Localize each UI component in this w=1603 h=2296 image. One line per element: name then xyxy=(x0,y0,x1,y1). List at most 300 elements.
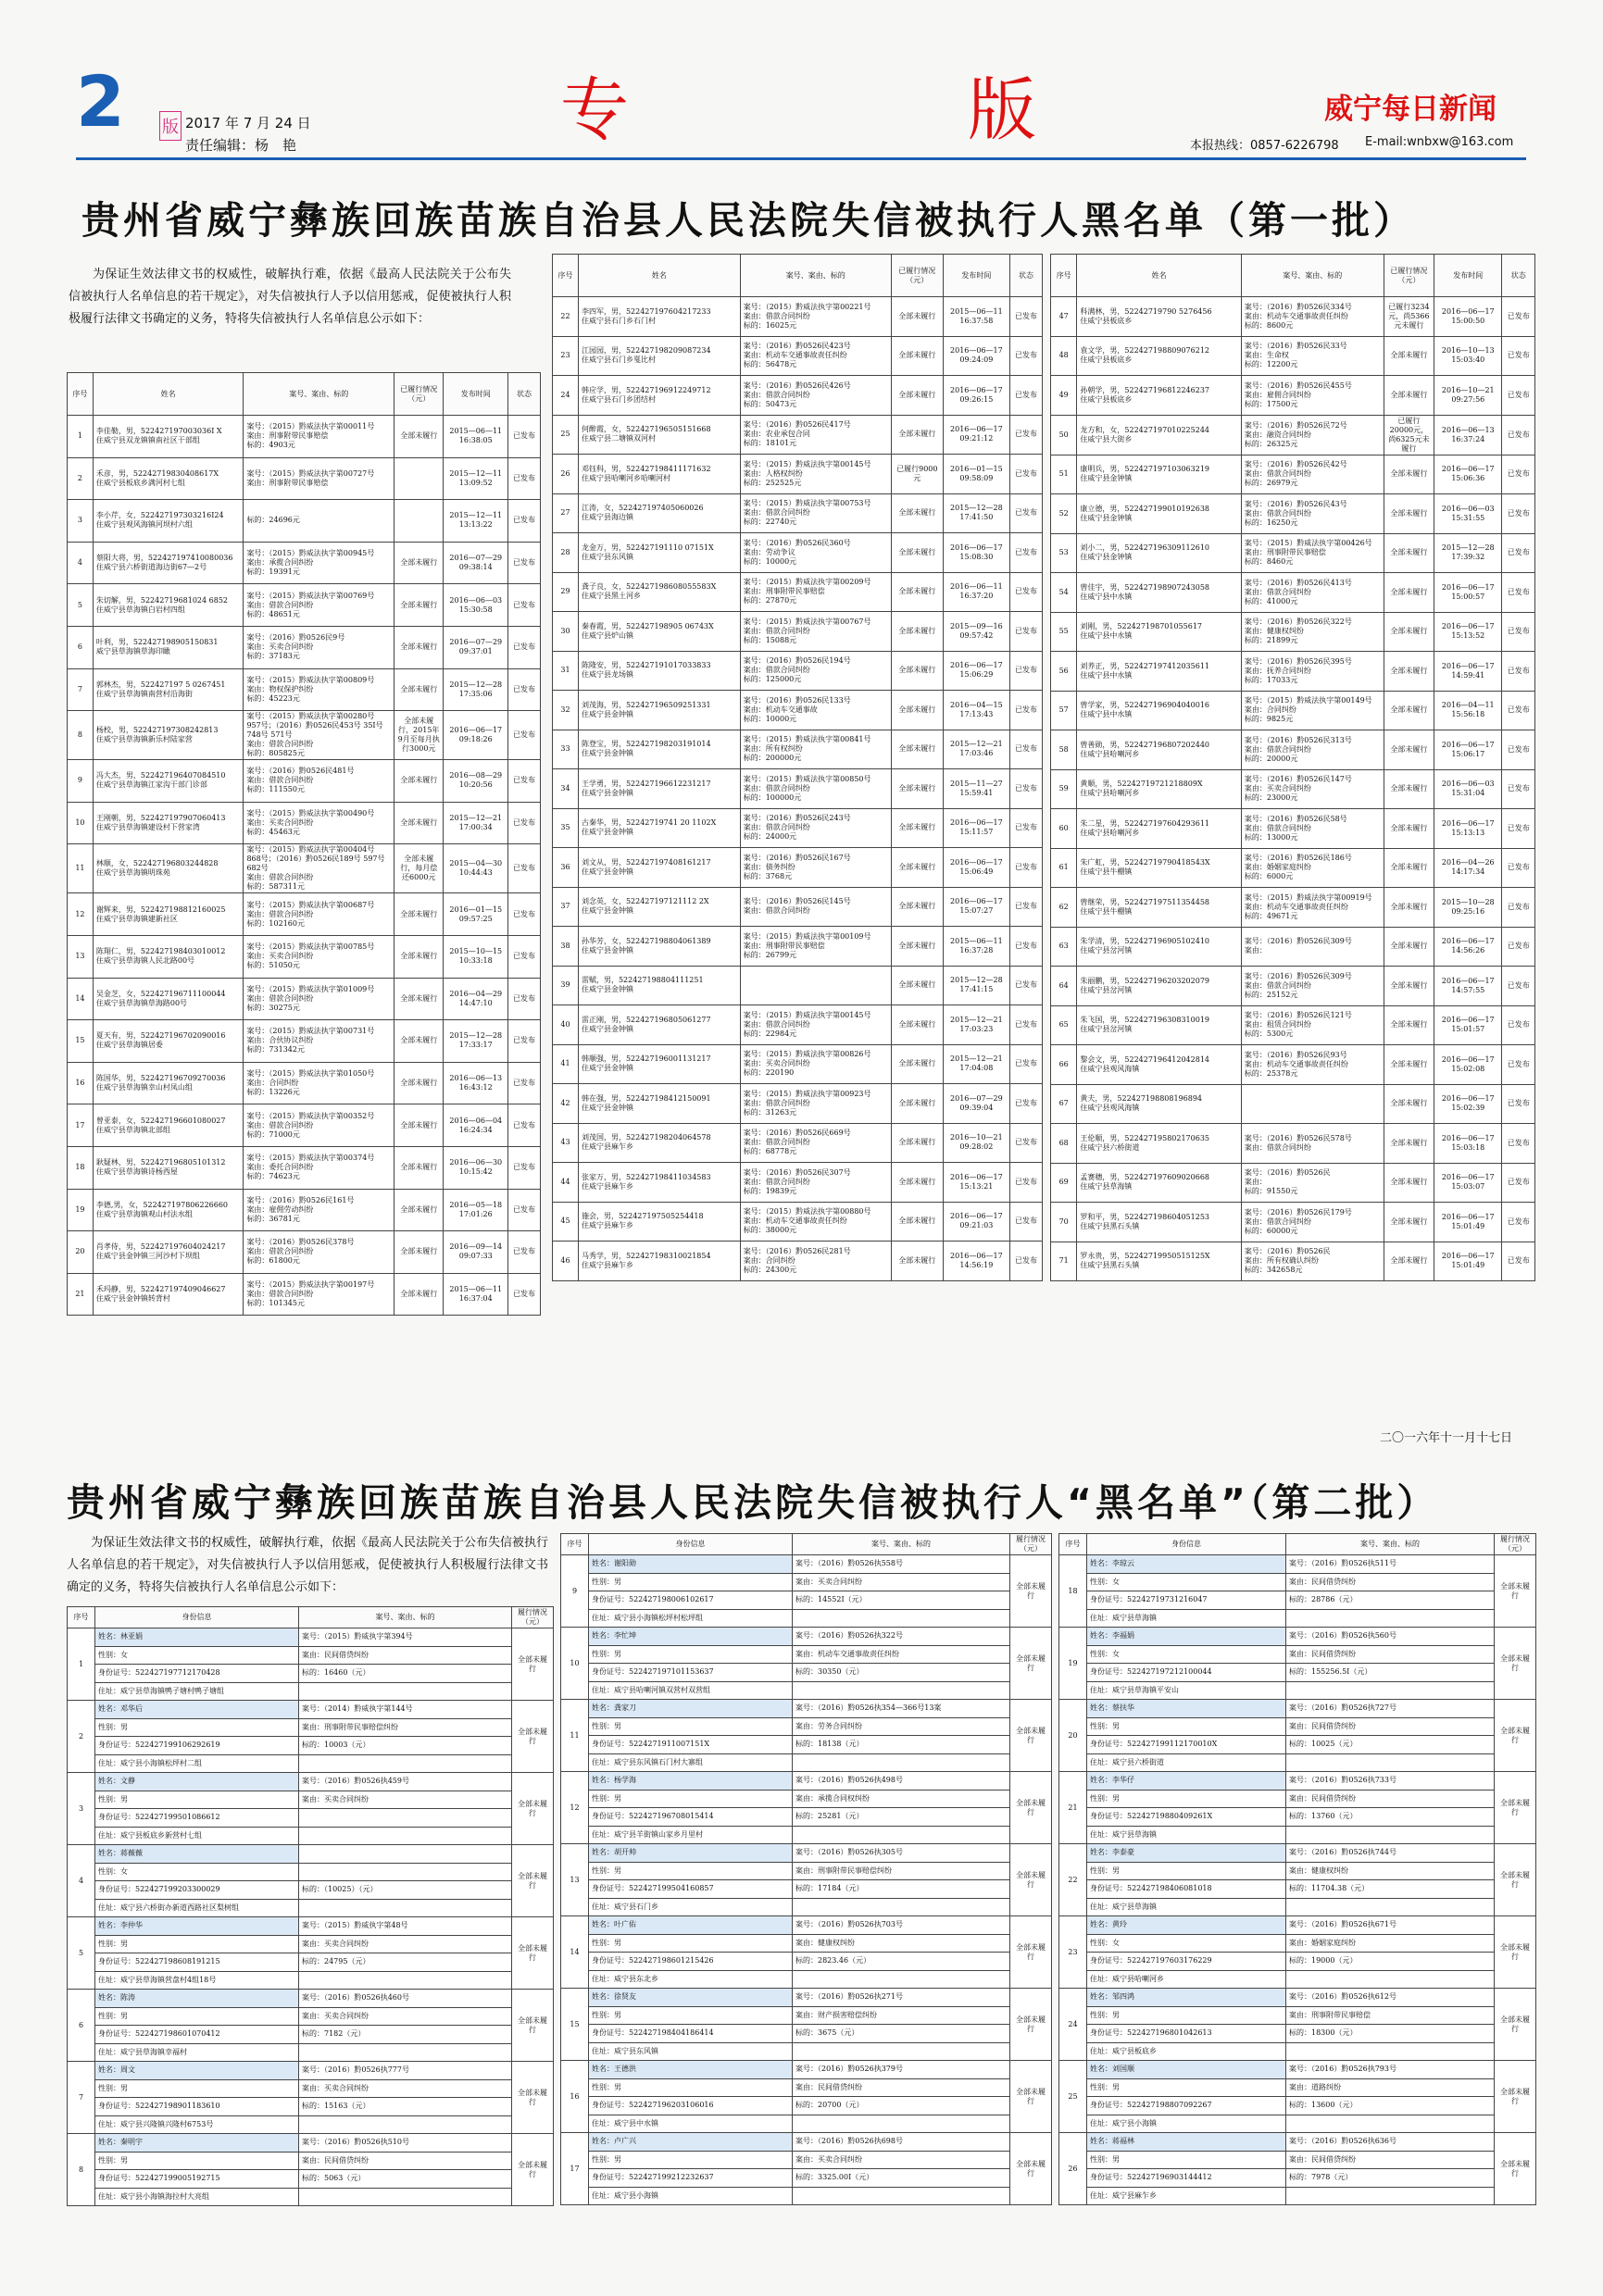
record-status: 已发布 xyxy=(1502,730,1535,770)
row-number: 32 xyxy=(553,691,579,730)
case-cell xyxy=(1241,1242,1384,1281)
person-address: 住威宁县六桥街道海边街67—2号 xyxy=(95,563,207,572)
identity-addr: 住址：威宁县哈喇河乡 xyxy=(1087,1970,1286,1989)
case-amount: 标的：587311元 xyxy=(246,882,305,892)
row-number: 67 xyxy=(1051,1084,1077,1124)
person-cell xyxy=(93,584,244,627)
table-row xyxy=(68,500,541,543)
case-number: 案号：（2015）黔威法执字第00145号 xyxy=(743,1010,871,1019)
case-r: 案由：劳务合同纠纷 xyxy=(793,1717,1010,1736)
row-number: 2 xyxy=(68,457,94,500)
person-name: 陈翔仁，男，522427198403010012 xyxy=(95,947,226,956)
row-number: 43 xyxy=(553,1123,579,1163)
table-row xyxy=(553,493,1043,533)
person-address: 住威宁县金钟镇 xyxy=(581,788,633,797)
column-header: 案号、案由、标的 xyxy=(740,255,891,297)
case-t: 标的：30350（元） xyxy=(793,1664,1010,1682)
identity-addr: 住址：威宁县草海镇营盘村4组18号 xyxy=(95,1971,299,1990)
row-number: 21 xyxy=(1059,1772,1087,1844)
record-status: 已发布 xyxy=(508,844,541,893)
case-amount: 标的：31263元 xyxy=(743,1107,797,1117)
identity-name: 姓名：谢阳勋 xyxy=(589,1555,793,1574)
case-cause: 案由：抚养合同纠纷 xyxy=(1244,666,1311,675)
column-header: 姓名 xyxy=(578,255,740,297)
person-address: 住威宁县二塘镇双河村 xyxy=(581,434,656,443)
case-cell xyxy=(244,416,394,458)
identity-name: 姓名：秦明宇 xyxy=(95,2134,299,2152)
table-row xyxy=(68,1990,554,2008)
fulfillment-status: 全部未履行 xyxy=(891,297,943,337)
table-row xyxy=(561,2042,1052,2061)
case-amount: 标的：56478元 xyxy=(743,360,797,369)
person-address: 住威宁县牛棚镇 xyxy=(1080,906,1133,916)
identity-name: 姓名：蒋薇薇 xyxy=(95,1845,299,1864)
case-empty xyxy=(299,1682,512,1701)
fulfillment-status: 全部未履行 xyxy=(1384,888,1434,928)
table-header-row xyxy=(1059,1534,1536,1555)
case-cell xyxy=(740,376,891,416)
row-number: 22 xyxy=(553,297,579,337)
publish-time: 2016—04—29 14:47:10 xyxy=(444,978,508,1020)
identity-id: 身份证号：522427196708015414 xyxy=(589,1808,793,1827)
person-name: 黄顺，男，52242719721218809X xyxy=(1080,780,1203,789)
case-number: 案号：（2015）黔威法执字第00850号 xyxy=(743,774,871,783)
case-cause: 案由：借款合同纠纷 xyxy=(246,993,314,1003)
case-r: 案由：买卖合同纠纷 xyxy=(299,1791,512,1809)
person-name: 刘念英，女，522427197121112 2X xyxy=(581,897,709,906)
case-amount: 标的：200000元 xyxy=(743,754,802,763)
row-number: 9 xyxy=(68,760,94,803)
batch1-table-2 xyxy=(552,254,1043,1281)
table-row xyxy=(1059,2169,1536,2188)
table-row xyxy=(1051,533,1535,573)
email-link[interactable]: E-mail:wnbxw@163.com xyxy=(1365,135,1514,149)
case-cell xyxy=(740,1202,891,1242)
case-empty xyxy=(1286,1898,1495,1916)
person-cell xyxy=(578,966,740,1005)
table-row xyxy=(68,711,541,760)
identity-id: 身份证号：522427199005192715 xyxy=(95,2170,299,2189)
fulfillment-status: 全部未履行 xyxy=(512,1917,554,1990)
person-cell xyxy=(1077,533,1241,573)
record-status: 已发布 xyxy=(508,542,541,584)
person-cell xyxy=(1077,1242,1241,1281)
row-number: 7 xyxy=(68,2062,95,2134)
fulfillment-status: 全部未履行 xyxy=(1384,967,1434,1006)
person-cell xyxy=(578,376,740,416)
fulfillment-status: 全部未履行 xyxy=(1384,336,1434,376)
table-row xyxy=(1059,2078,1536,2097)
table-row xyxy=(553,376,1043,416)
row-number: 30 xyxy=(553,612,579,652)
table-row xyxy=(68,1845,554,1864)
case-cell xyxy=(1241,691,1384,730)
fulfillment-status: 全部未履行 xyxy=(891,848,943,888)
case-cause: 案由：借款合同纠纷 xyxy=(1244,469,1311,479)
record-status: 已发布 xyxy=(508,802,541,844)
identity-id: 身份证号：52242719731216047 xyxy=(1087,1591,1286,1610)
row-number: 13 xyxy=(68,935,94,978)
table-row xyxy=(1059,2042,1536,2061)
case-cell xyxy=(740,415,891,455)
case-cause: 案由： xyxy=(1244,1178,1267,1187)
row-number: 23 xyxy=(1059,1916,1087,1989)
case-cause: 案由：借款合同纠纷 xyxy=(743,1019,810,1029)
case-number: 案号：（2016）黔0526民669号 xyxy=(743,1129,851,1138)
case-cell xyxy=(1241,1163,1384,1203)
case-cell xyxy=(1241,730,1384,770)
table-row xyxy=(1059,1970,1536,1989)
case-c: 案号：（2016）黔0526执511号 xyxy=(1286,1555,1495,1574)
identity-name: 姓名：刘国顺 xyxy=(1087,2061,1286,2079)
person-cell xyxy=(93,711,244,760)
case-cell xyxy=(740,1163,891,1203)
record-status: 已发布 xyxy=(508,457,541,500)
publish-time: 2015—06—11 16:37:04 xyxy=(444,1273,508,1316)
case-c: 案号：（2016）黔0526执322号 xyxy=(793,1628,1010,1646)
case-cause: 案由：机动车交通事故责任纠纷 xyxy=(743,1217,847,1226)
publish-time: 2016—08—29 10:20:56 xyxy=(444,760,508,803)
fulfillment-status: 全部未履行 xyxy=(394,1062,444,1104)
page-number: 2 xyxy=(76,60,125,143)
record-status: 已发布 xyxy=(1010,612,1043,652)
case-amount: 标的：45223元 xyxy=(246,693,300,703)
case-t: 标的：7182（元） xyxy=(299,2026,512,2044)
person-name: 耿疑林，男，522427196805101312 xyxy=(95,1158,226,1167)
case-t: 标的：3325.00I（元） xyxy=(793,2169,1010,2188)
publish-time: 2016—07—29 09:39:04 xyxy=(943,1084,1009,1124)
publish-time: 2016—06—17 14:59:41 xyxy=(1434,652,1502,692)
person-address: 住威宁县中水镇 xyxy=(1080,710,1133,719)
case-number: 案号：（2015）黔威法执字第00727号 xyxy=(246,468,375,478)
publish-time: 2015—04—30 10:44:43 xyxy=(444,844,508,893)
person-name: 王刚朝，男，522427197907060413 xyxy=(95,814,226,823)
case-cell xyxy=(1241,927,1384,967)
case-r: 案由：机动车交通事故责任纠纷 xyxy=(793,1645,1010,1664)
case-cause: 案由：借款合同纠纷 xyxy=(246,1247,314,1256)
record-status: 已发布 xyxy=(1010,769,1043,809)
publish-time: 2016—06—17 15:06:29 xyxy=(943,651,1009,691)
identity-addr: 住址：威宁县六桥街办新道西路社区梨树组 xyxy=(95,1899,299,1917)
case-cell xyxy=(244,1146,394,1189)
person-cell xyxy=(93,1104,244,1147)
column-header: 发布时间 xyxy=(1434,255,1502,297)
case-c: 案号：（2016）黔0526执379号 xyxy=(793,2061,1010,2079)
person-name: 禾彦，男，52242719830408617X xyxy=(95,468,219,478)
case-c: 案号：（2015）黔威执字第48号 xyxy=(299,1917,512,1936)
case-amount: 标的：16250元 xyxy=(1244,518,1298,527)
table-row xyxy=(1059,1628,1536,1646)
table-row xyxy=(1059,1898,1536,1916)
case-r: 案由：民间借贷纠纷 xyxy=(1286,2151,1495,2169)
record-status: 已发布 xyxy=(508,1020,541,1063)
case-amount: 标的：102160元 xyxy=(246,918,305,928)
case-cause: 案由：农业承包合同 xyxy=(743,430,810,439)
person-address: 住威宁县草海镇建新社区 xyxy=(95,914,178,923)
case-amount: 标的：25152元 xyxy=(1244,990,1298,999)
person-cell xyxy=(93,760,244,803)
identity-addr: 住址：威宁县麻乍乡 xyxy=(1087,2187,1286,2205)
table-row xyxy=(1051,652,1535,692)
case-r: 案由：刑事附带民事赔偿 xyxy=(1286,2006,1495,2025)
row-number: 10 xyxy=(561,1628,589,1700)
case-cause: 案由：租赁合同纠纷 xyxy=(1244,1020,1311,1029)
publish-time: 2016—06—30 10:15:42 xyxy=(444,1146,508,1189)
table-row xyxy=(561,1989,1052,2007)
fulfillment-status: 全部未履行 xyxy=(891,966,943,1005)
identity-sex: 性别：女 xyxy=(1087,1645,1286,1664)
case-r: 案由：承揽合同权纠纷 xyxy=(793,1790,1010,1808)
row-number: 12 xyxy=(68,893,94,936)
row-number: 37 xyxy=(553,887,579,927)
table-row xyxy=(553,1044,1043,1084)
publish-time: 2016—10—13 15:03:40 xyxy=(1434,336,1502,376)
identity-id: 身份证号：522427198601070412 xyxy=(95,2026,299,2044)
column-header: 已履行情况（元） xyxy=(394,373,444,416)
case-cell xyxy=(740,887,891,927)
identity-addr: 住址：威宁县小海镇 xyxy=(1087,2115,1286,2133)
person-name: 邓钰科，男，522427198411171632 xyxy=(581,464,711,473)
case-amount: 标的：19391元 xyxy=(246,568,300,577)
case-amount: 标的：24696元 xyxy=(246,516,300,525)
case-cell xyxy=(244,844,394,893)
publish-time: 2016—01—15 09:57:25 xyxy=(444,893,508,936)
case-cause: 案由：劳动争议 xyxy=(743,547,795,556)
batch1-table-3 xyxy=(1050,254,1535,1281)
row-number: 1 xyxy=(68,416,94,458)
identity-name: 姓名：龚家刀 xyxy=(589,1700,793,1718)
case-cause: 案由：买卖合同纠纷 xyxy=(1244,784,1311,793)
fulfillment-status: 全部未履行 xyxy=(394,668,444,711)
identity-addr: 住址：威宁县板底乡新营村七组 xyxy=(95,1827,299,1845)
case-amount: 标的：24000元 xyxy=(743,832,797,842)
case-t: 标的：7978（元） xyxy=(1286,2169,1495,2188)
row-number: 36 xyxy=(553,848,579,888)
person-address: 住威宁县金钟镇转背村 xyxy=(95,1293,170,1303)
person-cell xyxy=(578,1242,740,1281)
table-row xyxy=(68,1953,554,1972)
case-number: 案号：（2015）黔威法执字第00767号 xyxy=(743,617,871,626)
person-address: 住威宁县板底乡 xyxy=(1080,394,1133,404)
identity-name: 姓名：杨学海 xyxy=(589,1772,793,1791)
table-row xyxy=(561,1826,1052,1844)
person-name: 谢辉来，男，522427198812160025 xyxy=(95,905,226,914)
table-row xyxy=(1051,1124,1535,1164)
case-amount: 标的：101345元 xyxy=(246,1298,305,1307)
case-cell xyxy=(1241,573,1384,613)
case-c: 案号：（2016）黔0526执271号 xyxy=(793,1989,1010,2007)
record-status: 已发布 xyxy=(508,1104,541,1147)
record-status: 已发布 xyxy=(1010,572,1043,612)
person-cell xyxy=(93,1020,244,1063)
publish-time: 2016—06—17 15:13:52 xyxy=(1434,612,1502,652)
record-status: 已发布 xyxy=(508,626,541,668)
case-number: 案号：（2015）黔威法执字第00404号 868号；（2016）黔0526民189号 597号 682号 xyxy=(246,845,385,873)
table-row xyxy=(553,612,1043,652)
table-row xyxy=(553,455,1043,494)
table-row xyxy=(1059,2115,1536,2133)
case-amount: 标的：22740元 xyxy=(743,518,797,527)
table-row xyxy=(561,1664,1052,1682)
case-cell xyxy=(1241,1084,1384,1124)
fulfillment-status: 全部未履行 xyxy=(891,376,943,416)
person-name: 朱学清，男，522427196905102410 xyxy=(1080,937,1210,946)
identity-id: 身份证号：522427199106292619 xyxy=(95,1737,299,1755)
case-cause: 案由：借款合同纠纷 xyxy=(246,600,314,609)
row-number: 26 xyxy=(553,455,579,494)
case-c xyxy=(299,1845,512,1864)
case-t: 标的：25281（元） xyxy=(793,1808,1010,1827)
record-status: 已发布 xyxy=(1010,848,1043,888)
fulfillment-status: 全部未履行 xyxy=(1495,1844,1536,1916)
case-cell xyxy=(1241,376,1384,416)
person-cell xyxy=(93,542,244,584)
fulfillment-status: 全部未履行 xyxy=(394,978,444,1020)
record-status: 已发布 xyxy=(508,584,541,627)
person-name: 雷赋，男，522427198804111251 xyxy=(581,976,704,985)
case-amount: 标的：49671元 xyxy=(1244,911,1298,920)
case-number: 案号：（2015）黔威法执字第00945号 xyxy=(246,549,375,558)
table-row xyxy=(68,1665,554,1683)
case-c: 案号：（2016）黔0526执744号 xyxy=(1286,1844,1495,1863)
table-header-row xyxy=(1051,255,1535,297)
fulfillment-status: 全部未履行 xyxy=(1495,1700,1536,1772)
case-cell xyxy=(740,612,891,652)
person-cell xyxy=(578,808,740,848)
column-header: 状态 xyxy=(508,373,541,416)
fulfillment-status: 全部未履行 xyxy=(394,935,444,978)
identity-name: 姓名：陈涛 xyxy=(95,1990,299,2008)
identity-name: 姓名：胡开帅 xyxy=(589,1844,793,1863)
table-row xyxy=(553,848,1043,888)
row-number: 66 xyxy=(1051,1045,1077,1085)
identity-addr: 住址：威宁县羊街镇山家乡月里村 xyxy=(589,1826,793,1844)
case-empty xyxy=(793,2187,1010,2205)
fulfillment-status: 全部未履行 xyxy=(891,1005,943,1045)
table-row xyxy=(561,1808,1052,1827)
record-status: 已发布 xyxy=(508,1231,541,1274)
table-row xyxy=(68,2062,554,2080)
table-row xyxy=(1051,1163,1535,1203)
case-cause: 案由：机动车交通事故责任纠纷 xyxy=(1244,311,1348,320)
person-name: 科满林，男，52242719790 5276456 xyxy=(1080,306,1212,316)
person-name: 禾玛静，男，522427197409046627 xyxy=(95,1284,226,1293)
case-number: 案号：（2016）黔0526民58号 xyxy=(1244,814,1347,823)
person-name: 刘茂国，男，522427198204064578 xyxy=(581,1133,711,1142)
person-address: 住威宁县中水镇 xyxy=(1080,592,1133,601)
record-status: 已发布 xyxy=(1502,1163,1535,1203)
table-row xyxy=(1059,1664,1536,1682)
person-cell xyxy=(1077,1005,1241,1045)
case-number: 案号：（2015）黔威法执字第00841号 xyxy=(743,735,871,744)
case-c: 案号：（2016）黔0526执460号 xyxy=(299,1990,512,2008)
row-number: 5 xyxy=(68,1917,95,1990)
publish-time: 2016—06—17 15:01:49 xyxy=(1434,1203,1502,1242)
fulfillment-status: 全部未履行 xyxy=(1384,1203,1434,1242)
case-t: 标的：14552I（元） xyxy=(793,1591,1010,1610)
row-number: 14 xyxy=(561,1916,589,1989)
case-amount: 标的：10000元 xyxy=(743,556,797,566)
table-row xyxy=(553,1123,1043,1163)
person-address: 住威宁县金钟镇 xyxy=(1080,474,1133,483)
fulfillment-status: 全部未履行 xyxy=(1384,1124,1434,1164)
record-status: 已发布 xyxy=(1502,494,1535,534)
publish-time: 2016—07—29 09:38:14 xyxy=(444,542,508,584)
identity-id: 身份证号：522427197212100044 xyxy=(1087,1664,1286,1682)
person-name: 夏天有，男，522427196702090016 xyxy=(95,1031,226,1041)
table-header-row xyxy=(68,373,541,416)
column-header: 序号 xyxy=(68,1607,95,1628)
person-address: 住威宁县黑土河乡 xyxy=(581,592,641,601)
person-cell xyxy=(1077,888,1241,928)
table-row xyxy=(1051,1242,1535,1281)
case-number: 案号：（2015）黔威法执字第00209号 xyxy=(743,578,871,587)
row-number: 20 xyxy=(68,1231,94,1274)
case-c: 案号：（2016）黔0526执777号 xyxy=(299,2062,512,2080)
fulfillment-status: 全部未履行 xyxy=(1384,730,1434,770)
batch2-table-2 xyxy=(560,1533,1052,2205)
table-row xyxy=(561,2187,1052,2205)
row-number: 56 xyxy=(1051,652,1077,692)
person-cell xyxy=(1077,336,1241,376)
table-row xyxy=(68,978,541,1020)
case-c: 案号：（2016）黔0526执671号 xyxy=(1286,1916,1495,1935)
case-amount: 标的：19839元 xyxy=(743,1186,797,1195)
publish-time: 2016—06—17 09:24:09 xyxy=(943,336,1009,376)
case-cause: 案由：刑事附带民事赔偿 xyxy=(1244,548,1326,557)
table-row xyxy=(1059,1555,1536,1574)
case-empty xyxy=(299,2188,512,2206)
person-cell xyxy=(93,978,244,1020)
identity-name: 姓名：邹四鸿 xyxy=(1087,1989,1286,2007)
case-cause: 案由：债务纠纷 xyxy=(743,862,795,871)
identity-sex: 性别：男 xyxy=(1087,1790,1286,1808)
table-row xyxy=(1059,2097,1536,2115)
fulfillment-status: 全部未履行 xyxy=(891,415,943,455)
case-cause: 案由：借款合同纠纷 xyxy=(246,873,314,882)
table-row xyxy=(1059,1717,1536,1736)
person-cell xyxy=(578,612,740,652)
case-amount: 标的：805825元 xyxy=(246,749,305,758)
case-t: 标的：20700（元） xyxy=(793,2097,1010,2115)
case-cell xyxy=(1241,533,1384,573)
case-r: 案由：民间借贷纠纷 xyxy=(1286,1645,1495,1664)
case-t xyxy=(299,1809,512,1828)
publish-time: 2016—06—03 15:31:55 xyxy=(1434,494,1502,534)
table-row xyxy=(68,844,541,893)
case-cell xyxy=(244,626,394,668)
case-cause: 案由：借款合同纠纷 xyxy=(743,1138,810,1147)
case-cell xyxy=(740,1084,891,1124)
case-cell xyxy=(740,455,891,494)
table-row xyxy=(1051,848,1535,888)
table-row xyxy=(561,1609,1052,1628)
person-cell xyxy=(1077,1124,1241,1164)
person-name: 刘小二，男，522427196309112610 xyxy=(1080,543,1210,553)
case-number: 案号：（2016）黔0526民360号 xyxy=(743,538,851,547)
fulfillment-status: 全部未履行 xyxy=(1384,376,1434,416)
case-number: 案号：（2016）黔0526民93号 xyxy=(1244,1050,1347,1059)
case-cell xyxy=(244,978,394,1020)
fulfillment-status: 全部未履行 xyxy=(1010,1555,1052,1628)
record-status: 已发布 xyxy=(1502,1005,1535,1045)
publish-time: 2015—06—11 16:37:28 xyxy=(943,927,1009,967)
person-address: 住威宁县黑石头镇 xyxy=(1080,1221,1140,1230)
case-cell xyxy=(244,584,394,627)
identity-addr: 住址：威宁县小海镇 xyxy=(589,2187,793,2205)
table-row xyxy=(1059,2025,1536,2043)
publish-time: 2015—12—11 13:09:52 xyxy=(444,457,508,500)
